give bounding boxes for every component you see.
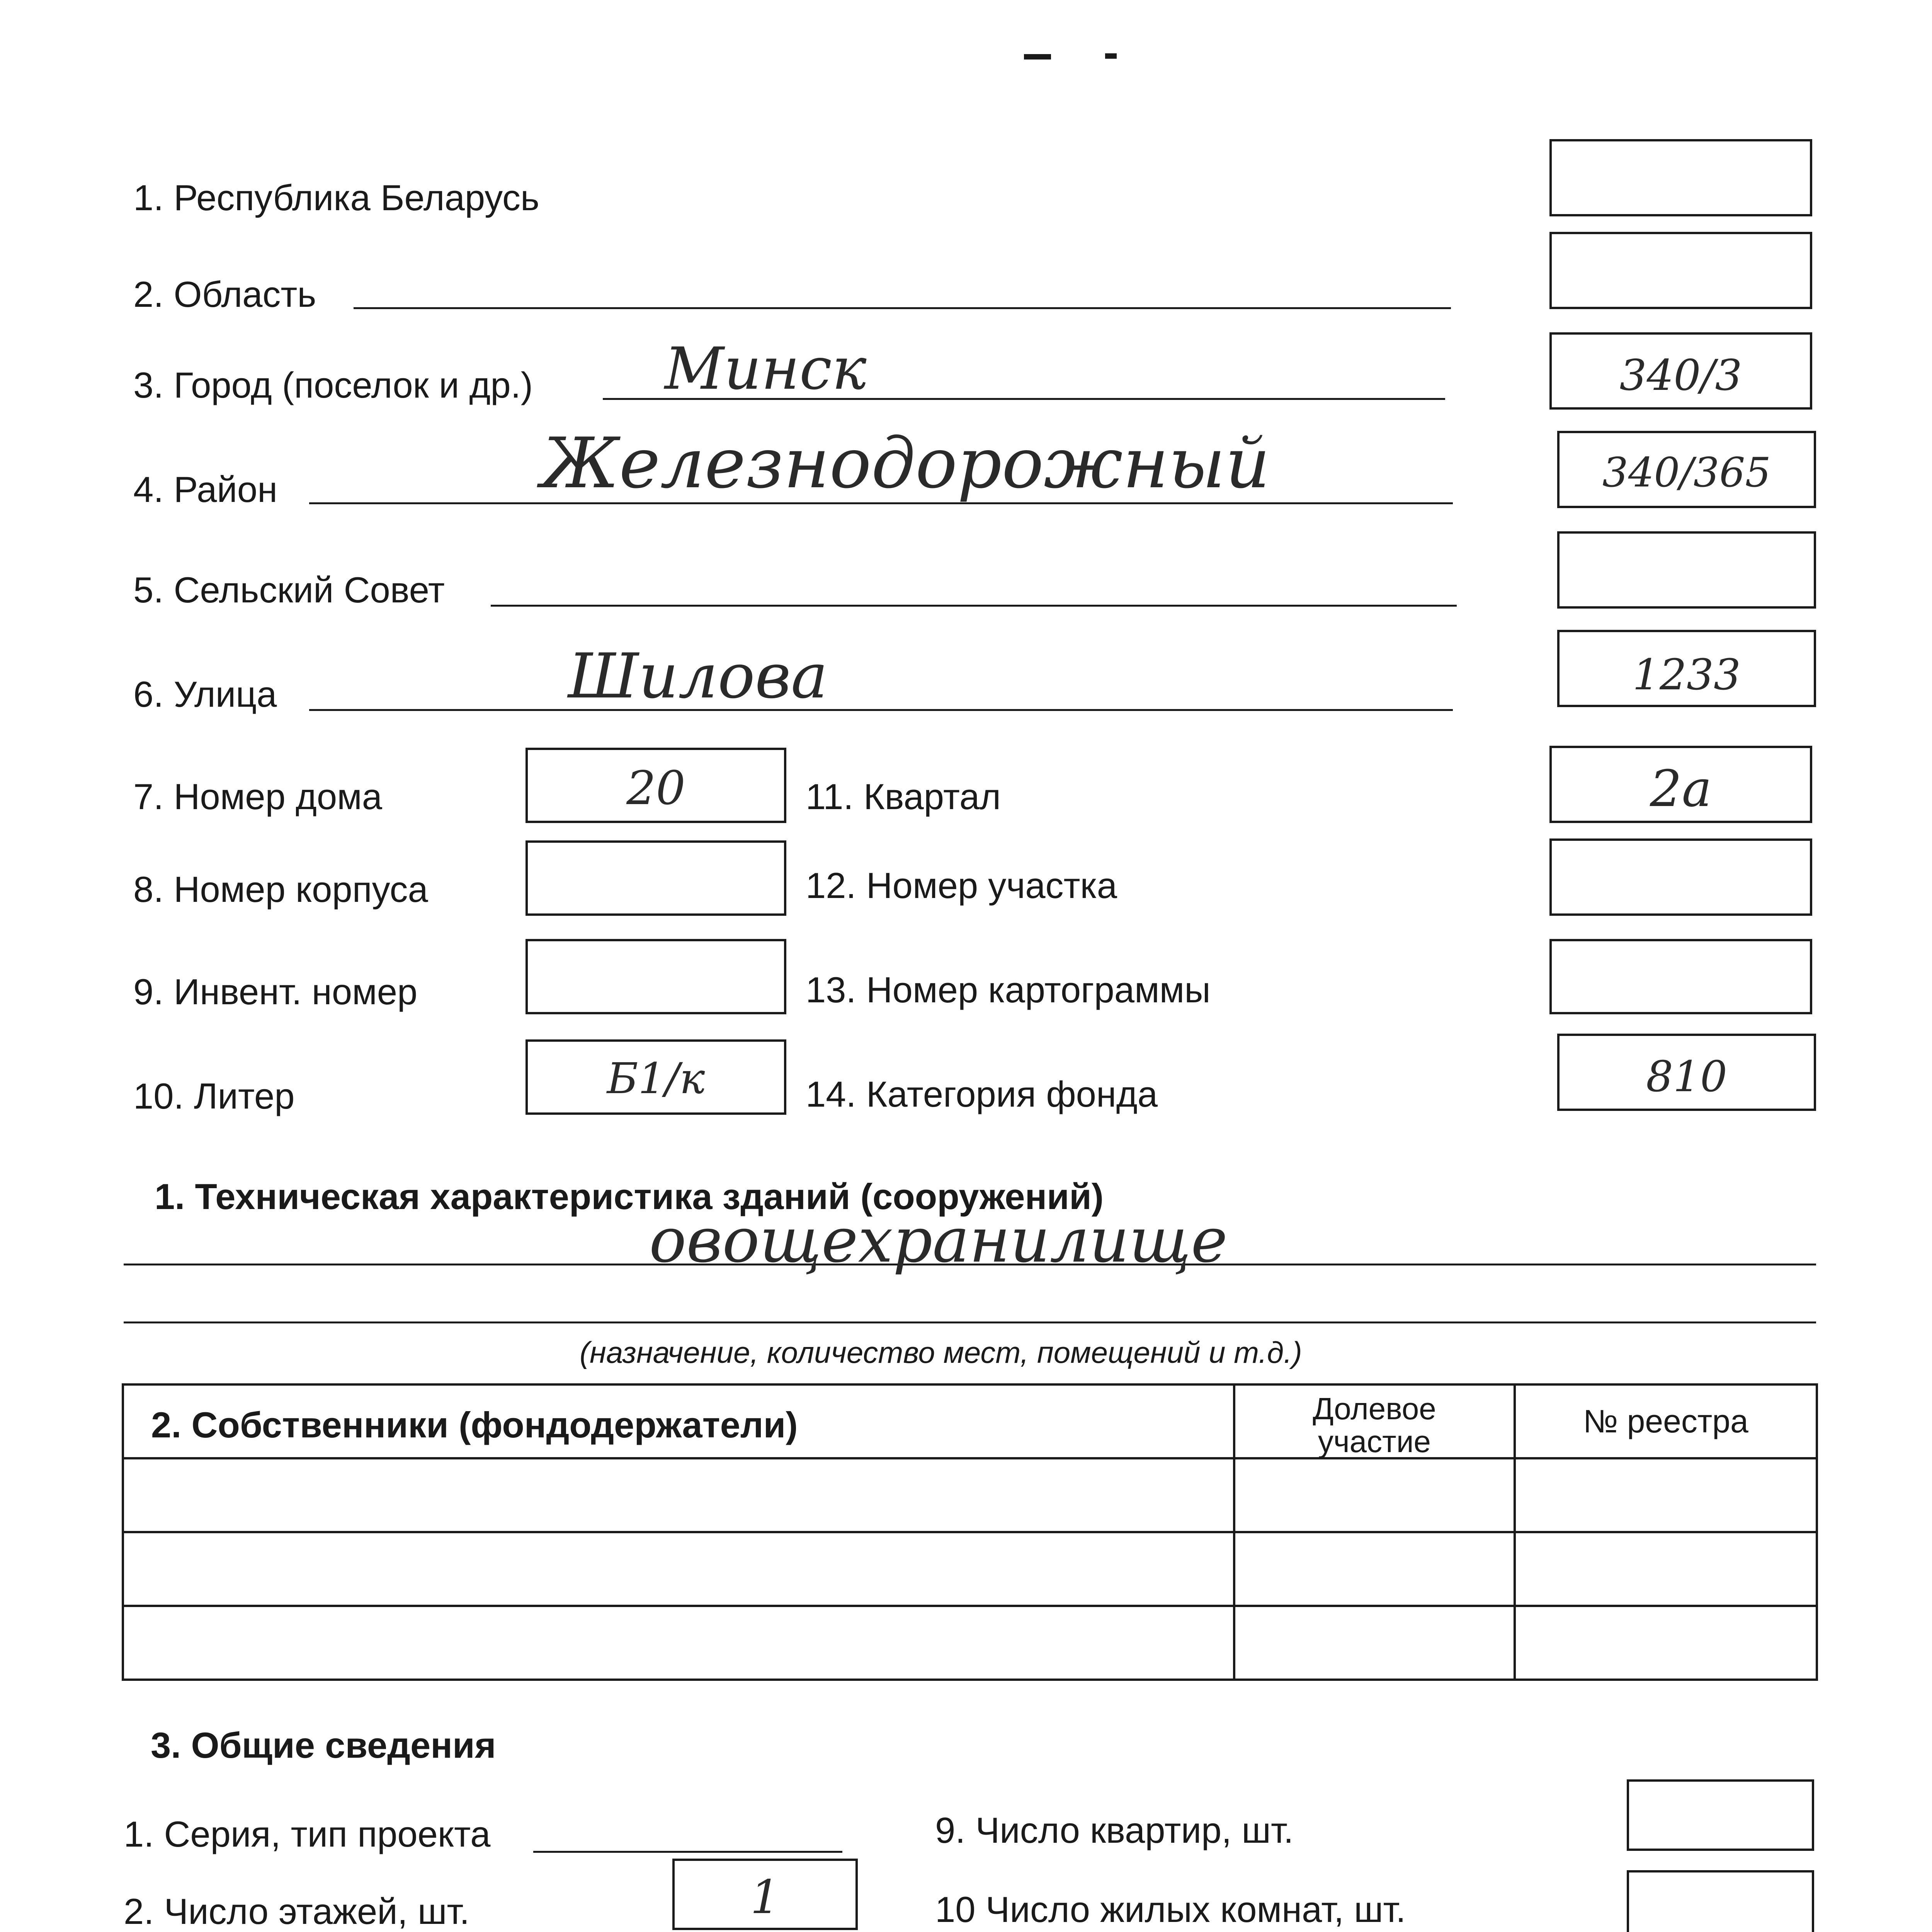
label-republic: 1. Республика Беларусь — [133, 177, 539, 218]
street-line — [309, 709, 1453, 711]
label-village-council: 5. Сельский Совет — [133, 570, 445, 610]
label-fund-category: 14. Категория фонда — [806, 1074, 1158, 1114]
share-header-cell — [1234, 1384, 1515, 1458]
label-house-number: 7. Номер дома — [133, 776, 383, 817]
republic-code-box — [1549, 139, 1812, 216]
floors-value: 1 — [750, 1871, 780, 1924]
label-apartments: 9. Число квартир, шт. — [935, 1810, 1294, 1850]
letter-value: Б1/к — [607, 1054, 705, 1103]
label-inventory-number: 9. Инвент. номер — [133, 971, 418, 1012]
region-line — [354, 307, 1451, 309]
street-code-box — [1557, 630, 1816, 707]
village-council-code-box — [1557, 531, 1816, 609]
house-number-value: 20 — [626, 762, 685, 815]
section-technical-title: 1. Техническая характеристика зданий (сооружений) — [155, 1176, 1104, 1217]
rooms-box — [1627, 1870, 1814, 1932]
owners-table — [122, 1383, 1818, 1681]
label-region: 2. Область — [133, 274, 316, 315]
label-city: 3. Город (поселок и др.) — [133, 365, 533, 405]
tech-value: овощехранилище — [649, 1204, 1228, 1276]
city-value: Минск — [665, 335, 867, 403]
street-value: Шилова — [568, 640, 828, 712]
apartments-box — [1627, 1779, 1814, 1851]
plot-number-box — [1549, 838, 1812, 916]
village-council-line — [491, 605, 1457, 607]
share-header-2: участие — [1318, 1424, 1431, 1459]
tech-line-2 — [124, 1321, 1816, 1323]
cartogram-number-box — [1549, 939, 1812, 1014]
scan-mark — [1024, 54, 1051, 60]
section-general-title: 3. Общие сведения — [151, 1725, 496, 1765]
label-project-series: 1. Серия, тип проекта — [124, 1814, 491, 1854]
project-series-line — [533, 1851, 842, 1853]
street-code: 1233 — [1633, 650, 1741, 699]
tech-caption: (назначение, количество мест, помещений и т.д.) — [580, 1335, 1302, 1369]
district-code-box — [1557, 431, 1816, 508]
label-quarter: 11. Квартал — [806, 776, 1001, 817]
city-code: 340/3 — [1619, 350, 1742, 400]
registry-header: № реестра — [1583, 1403, 1748, 1439]
label-letter: 10. Литер — [133, 1076, 295, 1116]
owners-title: 2. Собственники (фондодержатели) — [151, 1405, 798, 1445]
owners-header-cell — [123, 1384, 1234, 1458]
scan-mark — [1105, 53, 1117, 59]
table-row — [123, 1606, 1817, 1680]
fund-category-box — [1557, 1034, 1816, 1111]
quarter-box — [1549, 746, 1812, 823]
share-header-1: Долевое — [1313, 1391, 1436, 1426]
floors-box — [672, 1859, 858, 1930]
letter-box — [526, 1039, 786, 1115]
table-row — [123, 1458, 1817, 1532]
region-code-box — [1549, 232, 1812, 309]
city-code-box — [1549, 332, 1812, 410]
label-building-number: 8. Номер корпуса — [133, 869, 428, 910]
label-cartogram-number: 13. Номер картограммы — [806, 969, 1211, 1010]
district-value: Железнодорожный — [541, 423, 1270, 504]
label-district: 4. Район — [133, 469, 278, 510]
district-code: 340/365 — [1602, 449, 1771, 496]
quarter-value: 2а — [1650, 759, 1712, 818]
label-street: 6. Улица — [133, 674, 277, 714]
fund-category-value: 810 — [1646, 1052, 1727, 1101]
building-number-box — [526, 840, 786, 916]
registry-header-cell — [1515, 1384, 1817, 1458]
label-floors: 2. Число этажей, шт. — [124, 1891, 470, 1932]
table-row — [123, 1532, 1817, 1606]
label-plot-number: 12. Номер участка — [806, 865, 1117, 906]
label-rooms: 10 Число жилых комнат, шт. — [935, 1889, 1406, 1930]
inventory-number-box — [526, 939, 786, 1014]
house-number-box — [526, 748, 786, 823]
